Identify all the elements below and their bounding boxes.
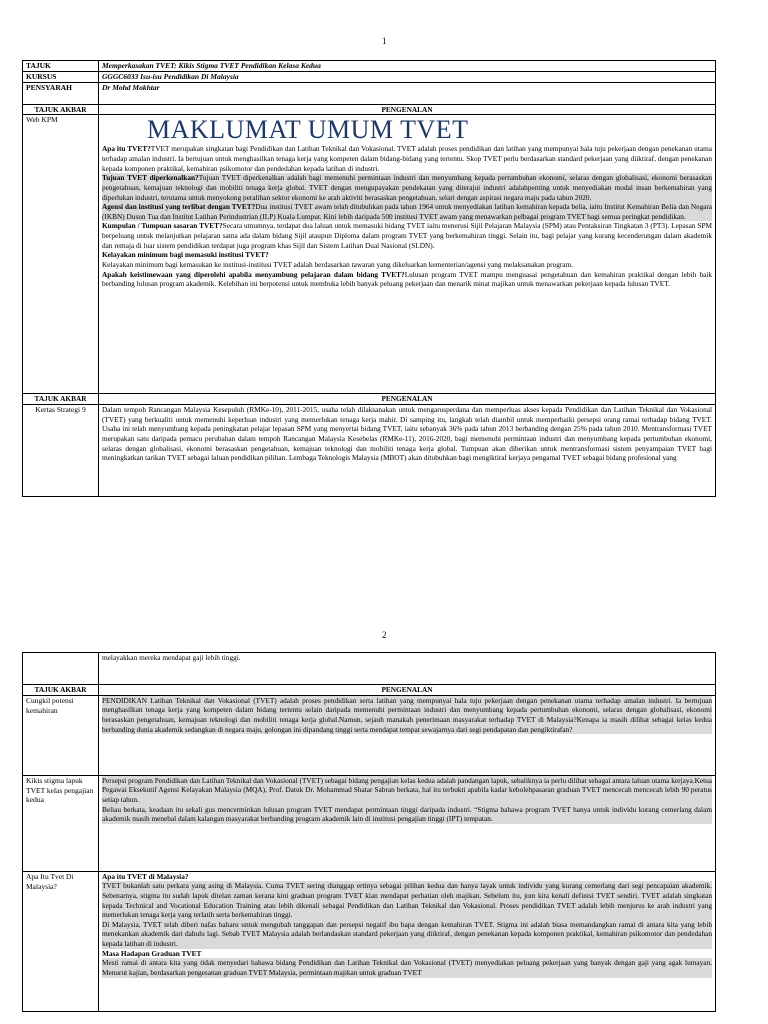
- section-header: [23, 394, 716, 405]
- article-row: [23, 775, 716, 871]
- paragraph: PENDIDIKAN Latihan Teknikal dan Vokasional (TVET) adalah proses pendidikan serta latihan yang mempunyai hala tuju pekerjaan dengan penekanan utama terhadap amalan industri. Ia bertujuan menghasilkan tenaga kerja yang kompeten dalam bidang tertentu selain daripada memenuhi permintaan industri dan menyumbang kepada pertumbuhan ekonomi, selaras dengan globalisasi, ekonomi berasaskan pengetahuan, kemajuan teknologi dan mobiliti tenaga kerja global.Namun, sejauh manakah penerimaan masyarakat terhadap TVET di Malaysia?Kenapa ia masih dilihat sebagai kelas kedua berbanding dunia akademik sedangkan di negara maju, golongan ini dipandang tinggi serta mendapat tempat sewajarnya dari segi pendapatan dan pengiktirafan?: [102, 695, 712, 734]
- paragraph: [102, 260, 712, 270]
- column-header-source: TAJUK AKBAR: [23, 104, 99, 115]
- article-content: [99, 775, 716, 871]
- meta-value: Memperkasakan TVET: Kikis Stigma TVET Pendidikan Kelasa Kedua: [99, 61, 716, 72]
- meta-label: TAJUK: [23, 61, 99, 72]
- paragraph: [102, 221, 712, 250]
- meta-value: Dr Mohd Mokhtar: [99, 82, 716, 104]
- answer: Secara umumnya, terdapat dua laluan untuk memasuki bidang TVET iaitu menerusi Sijil Pelajaran Malaysia (SPM) atau Pentaksiran Tingkatan 3 (PT3). Lepasan SPM berpeluang untuk melanjutkan pelajaran sama ada dalam bidang Sijil ataupun Diploma dalam program TVET yang berkemahiran tinggi. Selain itu, bagi pelajar yang kurang kecenderungan dalam akademik dan remaja di luar sistem pendidikan terdapat juga program khas Sijil dan Sistem Latihan Dual Nasional (SLDN).: [102, 221, 712, 250]
- answer: Tujuan TVET diperkenalkan adalah bagi memenuhi permintaan industri dan menyumbang kepada pertumbuhan ekonomi, selaras dengan globalisasi, ekonomi berasaskan pengetahuan, kemajuan teknologi dan mobiliti tenaga kerja global. TVET dengan mengupayakan pendekatan yang diterajui industri adalahpenting untuk menyediakan modal insan berkemahiran yang diperlukan industri, terutama untuk menyokong peralihan sektor ekonomi ke arah aktiviti berasaskan pengetahuan, selari dengan aspirasi negara maju pada tahun 2020.: [102, 173, 712, 202]
- page-number: 2: [382, 630, 387, 640]
- page1-table: [22, 60, 716, 497]
- article-row: [23, 871, 716, 1011]
- answer: TVET merupakan singkatan bagi Pendidikan dan Latihan Teknikal dan Vokasional. TVET adalah proses pendidikan dan latihan yang mempunyai hala tuju pekerjaan dengan penekanan utama terhadap amalan industri. Ia bertujuan untuk menghasilkan tenaga kerja yang kompeten dalam bidang-bidang yang tertentu. Skop TVET perlu berdasarkan standard pekerjaan yang diiktiraf, dengan penekanan kepada komponen praktikal, kemahiran psikomotor dan pendedahan kepada latihan di industri.: [102, 144, 712, 173]
- column-header-source: TAJUK AKBAR: [23, 685, 99, 696]
- paragraph: Dalam tempoh Rancangan Malaysia Kesepuluh (RMKe-10), 2011-2015, usaha telah dilaksanakan untuk mengarusperdana dan memperluas akses kepada Pendidikan dan Latihan Teknikal dan Vokasional (TVET) yang berkualiti untuk memenuhi keperluan industri yang memerlukan tenaga kerja mahir. Di samping itu, langkah telah diambil untuk memperbaiki persepsi orang ramai terhadap bidang TVET. Usaha ini telah menyumbang kepada peningkatan pelajar lepasan SPM yang menyertai bidang TVET, iaitu sebanyak 36% pada tahun 2013 berbanding dengan 25% pada tahun 2010. Mentransformasi TVET merupakan satu daripada pemacu perubahan dalam tempoh Rancangan Malaysia Kesebelas (RMKe-11), 2016-2020, bagi memenuhi permintaan industri dan menyumbang kepada pertumbuhan ekonomi, selaras dengan globalisasi, ekonomi berasaskan pengetahuan, kemajuan teknologi dan mobiliti tenaga kerja global. Tumpuan akan diberikan untuk mentransformasi sistem penyampaian TVET bagi meningkatkan tarikan TVET sebagai laluan pendidikan pilihan. Lembaga Teknologis Malaysia (MBOT) akan ditubuhkan bagi mengiktiraf kerjaya pengamal TVET sebagai bidang profesional yang: [102, 405, 712, 463]
- question: Kelayakan minimum bagi memasuki institusi TVET?: [102, 250, 269, 260]
- meta-row-lecturer: [23, 82, 716, 104]
- paragraph: Mesti ramai di antara kita yang tidak menyedari bahawa bidang Pendidikan dan Latihan Teknikal dan Vokasional (TVET) menyediakan peluang pekerjaan yang banyak dengan gaji yang agak lumayan. Menurut kajian, berdasarkan pengesanan graduan TVET Malaysia, permintaan majikan untuk graduan TVET: [102, 958, 712, 977]
- page-number: 1: [382, 36, 387, 46]
- article-subheading: Masa Hadapan Graduan TVET: [102, 948, 202, 958]
- section-content: [99, 115, 716, 394]
- article-row: [23, 695, 716, 775]
- question: Apa itu TVET?: [102, 144, 151, 154]
- column-header-intro: PENGENALAN: [99, 685, 716, 696]
- answer: Lulusan program TVET mampu menguasai pengetahuan dan kemahiran praktikal dengan lebih baik berbanding lulusan program akademik. Kelebihan ini berpotensi untuk membuka lebih banyak peluang pekerjaan dan menarik minat majikan untuk menawarkan pekerjaan kepada lulusan TVET.: [102, 269, 713, 289]
- paragraph: TVET bukanlah satu perkara yang asing di Malaysia. Cuma TVET sering dianggap ertinya sebagai pilihan kedua dan hanya layak untuk individu yang kurang cemerlang dari segi pencapaian akademik. Sebenarnya, stigma itu sudah lapuk ditelan zaman kerana kini graduan program TVET kian mendapat perhatian oleh majikan. Sebelum itu, jom kita kenali definisi TVET sendiri. TVET adalah singkatan kepada Technical and Vocational Education Training atau lebih dikenali sebagai Pendidikan dan Latihan Teknikal dan Vokasional. Proses pendidikan TVET adalah lebih menjurus ke arah industri yang memerlukan tenaga kerja yang terlatih serta berkemahiran tinggi.: [102, 881, 712, 920]
- page2-table: [22, 652, 716, 1012]
- section-row: [23, 115, 716, 394]
- article-heading: Apa itu TVET di Malaysia?: [102, 871, 189, 881]
- paragraph: Persepsi program Pendidikan dan Latihan Teknikal dan Vokasional (TVET) sebagai bidang pengajian kelas kedua adalah pandangan lapuk, sebaliknya ia perlu dilihat sebagai antara laluan utama kerjaya.Ketua Pegawai Eksekutif Agensi Kelayakan Malaysia (MQA), Prof. Datuk Dr. Mohammad Shatar Sabran berkata, hal itu terbukti apabila kadar kebolehpasaran graduan TVET mencecah mencecah lebih 90 peratus setiap tahun.: [102, 775, 712, 804]
- paragraph: [102, 144, 712, 173]
- section-content: [99, 405, 716, 497]
- section-header: [23, 685, 716, 696]
- meta-row-title: [23, 61, 716, 72]
- source-label: Web KPM: [23, 115, 99, 394]
- meta-row-course: [23, 71, 716, 82]
- article-content: [99, 695, 716, 775]
- answer: Dua institusi TVET awam telah ditubuhkan pada tahun 1964 untuk menyediakan latihan kemahiran kepada belia, iaitu Institut Kemahiran Belia dan Negara (IKBN) Dusun Tua dan Institut Latihan Perindustrian (ILP) Kuala Lumpur. Kini lebih daripada 500 institusi TVET awam yang menawarkan pelbagai program TVET bagi semua peringkat pendidikan.: [102, 202, 713, 221]
- paragraph: [102, 173, 712, 202]
- answer: Kelayakan minimum bagi kemasukan ke institusi-institusi TVET adalah berdasarkan tawaran yang dikeluarkan kementerian/agensi yang melaksanakan program.: [102, 259, 574, 269]
- question: Agensi dan institusi yang terlibat dengan TVET?: [102, 202, 256, 212]
- source-label: Apa Itu Tvet Di Malaysia?: [23, 871, 99, 1011]
- section-row: [23, 405, 716, 497]
- paragraph: [102, 270, 712, 289]
- question: Kumpulan / Tumpuan sasaran TVET?: [102, 221, 223, 231]
- source-label: Kikis stigma lapuk TVET kelas pengajian kedua: [23, 775, 99, 871]
- source-label: Kertas Strategi 9: [23, 405, 99, 497]
- column-header-intro: PENGENALAN: [99, 104, 716, 115]
- question: Tujuan TVET diperkenalkan?: [102, 173, 199, 183]
- meta-value: GGGC6033 Isu-isu Pendidikan Di Malaysia: [99, 71, 716, 82]
- article-content: [99, 871, 716, 1011]
- section-header: [23, 104, 716, 115]
- column-header-intro: PENGENALAN: [99, 394, 716, 405]
- empty-cell: [23, 653, 99, 685]
- paragraph: Beliau berkata, keadaan itu sekali gus mencerminkan lulusan program TVET mendapat permintaan tinggi daripada industri. “Stigma bahawa program TVET hanya untuk individu kurang cemerlang dalam akademik masih menebal dalam kalangan masyarakat berbanding program akademik lain di institusi pengajian tinggi (IPT) tempatan.: [102, 804, 712, 824]
- continuation-row: [23, 653, 716, 685]
- paragraph: [102, 250, 712, 260]
- column-header-source: TAJUK AKBAR: [23, 394, 99, 405]
- source-label: Cungkil potensi kemahiran: [23, 695, 99, 775]
- paragraph: Di Malaysia, TVET telah diberi nafas baharu untuk mengubah tanggapan dan persepsi negatif ibu bapa dengan kemahiran TVET. Stigma ini adalah biasa memandangkan ramai di antara kita yang lebih menekankan akademik dari dahulu lagi. Sebab TVET Malaysia adalah berlandaskan standard pekerjaan yang diiktiraf, dengan penekanan kepada komponen praktikal, kemahiran psikomotor dan pendedahan kepada latihan di industri.: [102, 919, 712, 948]
- paragraph: [102, 202, 712, 221]
- question: Apakah keistimewaan yang diperolehi apabila menyambung pelajaran dalam bidang TVET?: [102, 269, 405, 279]
- meta-label: PENSYARAH: [23, 82, 99, 104]
- continuation-text: melayakkan mereka mendapat gaji lebih tinggi.: [99, 653, 716, 685]
- big-title: MAKLUMAT UMUM TVET: [147, 115, 469, 145]
- meta-label: KURSUS: [23, 71, 99, 82]
